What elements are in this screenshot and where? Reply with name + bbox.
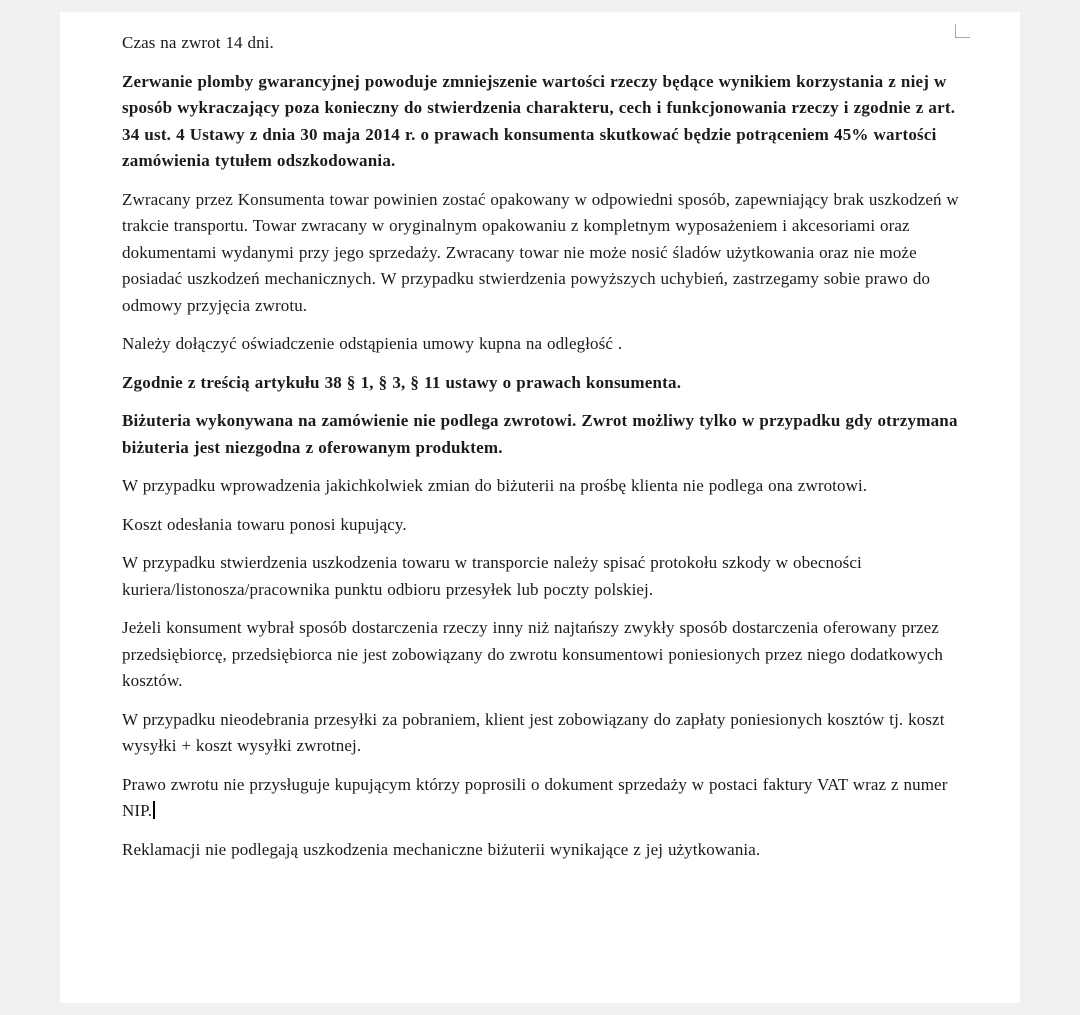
paragraph-transport-damage-protocol[interactable] — [122, 550, 960, 603]
paragraph-text: Biżuteria wykonywana na zamówienie nie podlega zwrotowi. Zwrot możliwy tylko w przypadku gdy otrzymana biżuteria jest niezgodna z oferowanym produktem. — [122, 411, 958, 457]
paragraph-vat-invoice-exception[interactable] — [122, 772, 960, 825]
paragraph-mechanical-damage-claims[interactable] — [122, 837, 960, 864]
document-content[interactable] — [122, 30, 960, 875]
paragraph-text: Należy dołączyć oświadczenie odstąpienia umowy kupna na odległość . — [122, 334, 623, 353]
document-page[interactable] — [60, 12, 1020, 1003]
paragraph-text: Czas na zwrot 14 dni. — [122, 33, 274, 52]
paragraph-text: Zwracany przez Konsumenta towar powinien zostać opakowany w odpowiedni sposób, zapewniający brak uszkodzeń w trakcie transportu. Towar zwracany w oryginalnym opakowaniu z kompletnym wyposażeniem i akcesoriami oraz dokumentami wydanymi przy jego sprzedaży. Zwracany towar nie może nosić śladów użytkowania oraz nie może posiadać uszkodzeń mechanicznych. W przypadku stwierdzenia powyższych uchybień, zastrzegamy sobie prawo do odmowy przyjęcia zwrotu. — [122, 189, 959, 315]
paragraph-withdrawal-statement[interactable] — [122, 331, 960, 358]
paragraph-text: Zgodnie z treścią artykułu 38 § 1, § 3, § 11 ustawy o prawach konsumenta. — [122, 372, 682, 392]
paragraph-law-article[interactable] — [122, 370, 960, 397]
paragraph-text: W przypadku stwierdzenia uszkodzenia towaru w transporcie należy spisać protokołu szkody w obecności kuriera/listonosza/pracownika punktu odbioru przesyłek lub poczty polskiej. — [122, 553, 862, 599]
paragraph-text: Reklamacji nie podlegają uszkodzenia mechaniczne biżuterii wynikające z jej użytkowania. — [122, 839, 761, 859]
paragraph-packaging-requirements[interactable] — [122, 187, 960, 320]
paragraph-text: W przypadku wprowadzenia jakichkolwiek zmian do biżuterii na prośbę klienta nie podlega ona zwrotowi. — [122, 476, 868, 495]
paragraph-return-period[interactable] — [122, 30, 960, 57]
paragraph-cod-refusal-costs[interactable] — [122, 707, 960, 760]
paragraph-return-shipping-cost[interactable] — [122, 512, 960, 539]
paragraph-delivery-method-costs[interactable] — [122, 615, 960, 695]
paragraph-modified-jewelry[interactable] — [122, 473, 960, 500]
paragraph-text: Koszt odesłania towaru ponosi kupujący. — [122, 514, 407, 534]
paragraph-text: Jeżeli konsument wybrał sposób dostarczenia rzeczy inny niż najtańszy zwykły sposób dostarczenia oferowany przez przedsiębiorcę, przedsiębiorca nie jest zobowiązany do zwrotu konsumentowi poniesionych przez niego dodatkowych kosztów. — [122, 618, 944, 690]
paragraph-custom-jewelry[interactable] — [122, 408, 960, 461]
text-caret — [153, 801, 155, 819]
paragraph-warranty-seal[interactable] — [122, 69, 960, 175]
paragraph-text: Zerwanie plomby gwarancyjnej powoduje zmniejszenie wartości rzeczy będące wynikiem korzystania z niej w sposób wykraczający poza konieczny do stwierdzenia charakteru, cech i funkcjonowania rzeczy i zgodnie z art. 34 ust. 4 Ustawy z dnia 30 maja 2014 r. o prawach konsumenta skutkować będzie potrąceniem 45% wartości zamówienia tytułem odszkodowania. — [122, 71, 956, 170]
paragraph-text: Prawo zwrotu nie przysługuje kupującym którzy poprosili o dokument sprzedaży w postaci faktury VAT wraz z numer NIP. — [122, 774, 948, 820]
paragraph-text: W przypadku nieodebrania przesyłki za pobraniem, klient jest zobowiązany do zapłaty poniesionych kosztów tj. koszt wysyłki + koszt wysyłki zwrotnej. — [122, 709, 945, 755]
